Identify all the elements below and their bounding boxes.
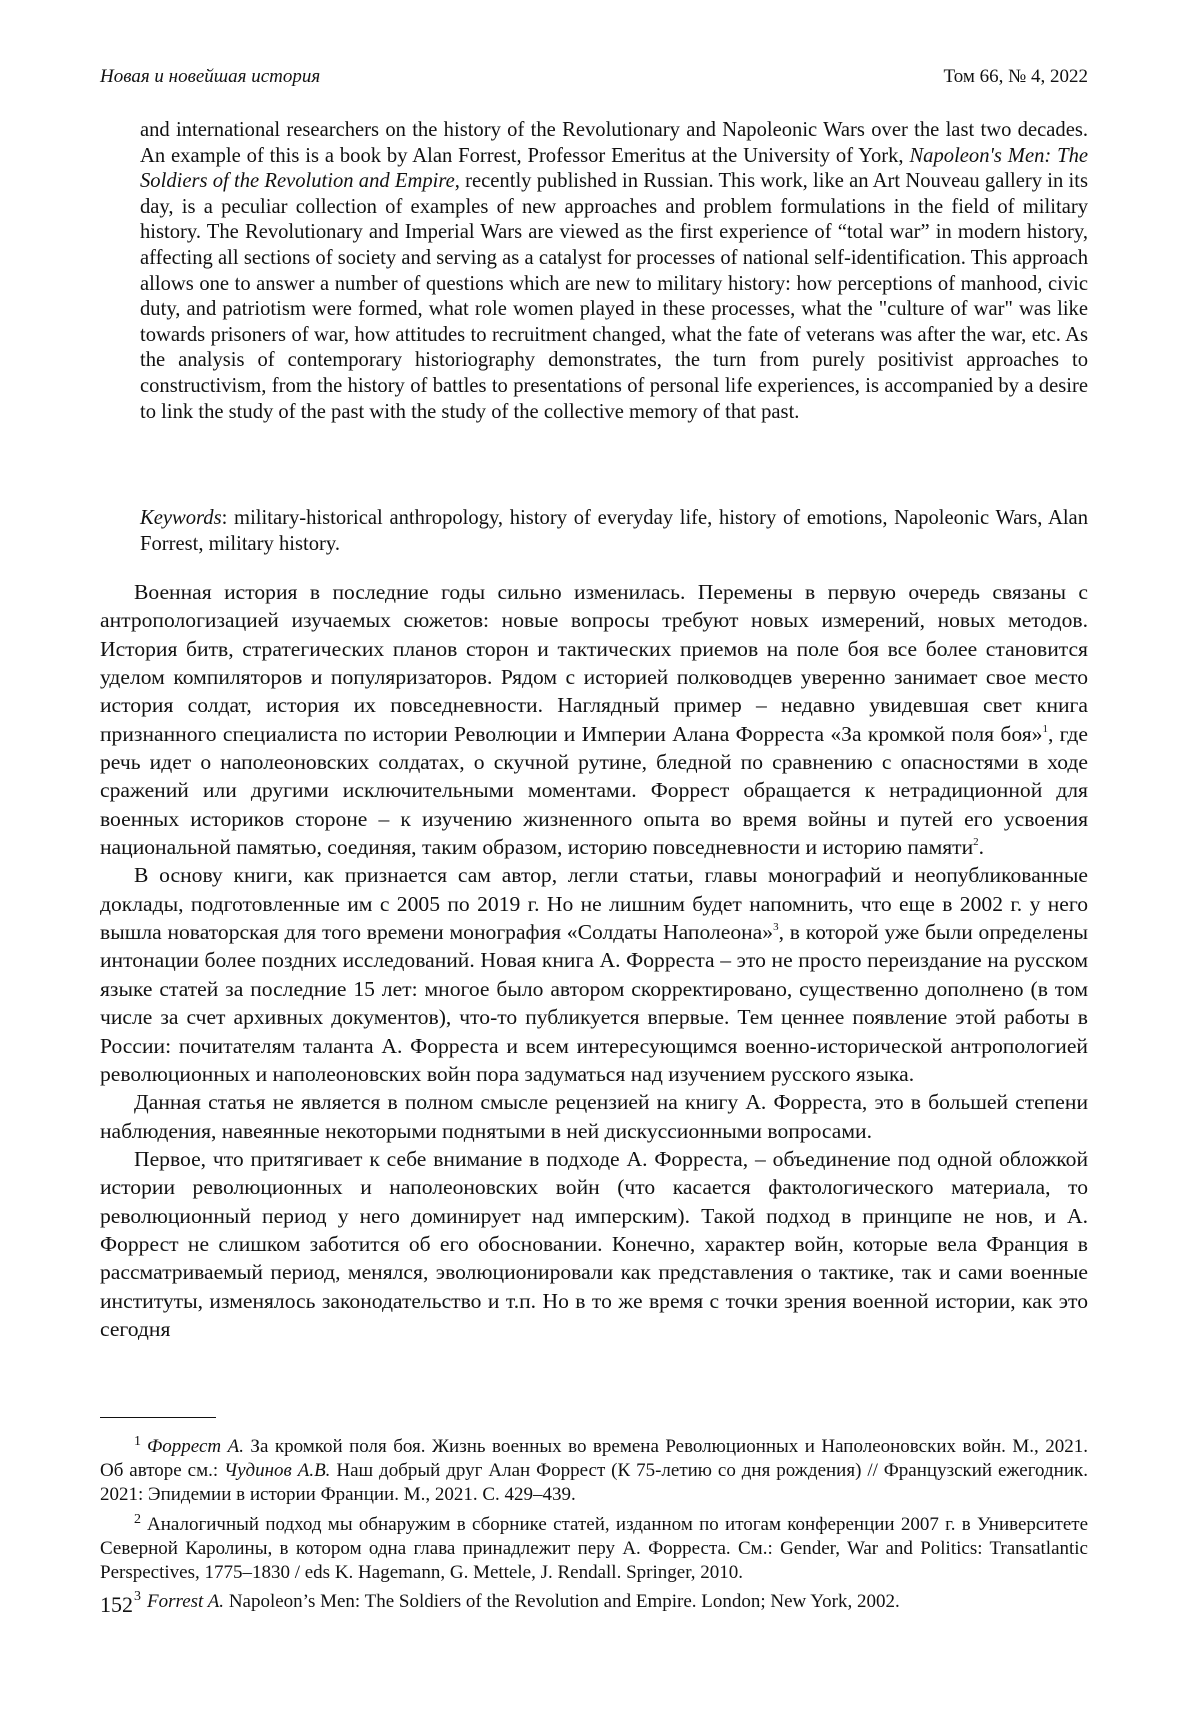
page-number: 152 <box>100 1592 133 1617</box>
footnote-number: 3 <box>134 1589 141 1605</box>
journal-title: Новая и новейшая история <box>100 66 321 87</box>
footnote-text: За кромкой поля боя. Жизнь военных во времена Революционных и Наполеоновских войн. М., 2021. Об авторе см.: <box>100 1436 1088 1482</box>
abstract-book-title: Napoleon's Men: The Soldiers of the Revolution and Empire <box>140 144 1089 193</box>
article-body <box>100 578 1088 1343</box>
footnote-text: Napoleon’s Men: The Soldiers of the Revolution and Empire. London; New York, 2002. <box>224 1591 900 1613</box>
footnote-divider <box>100 1417 216 1418</box>
body-paragraph-3: Данная статья не является в полном смысле рецензией на книгу А. Форреста, это в большей степени наблюдения, навеянные некоторыми поднятыми в ней дискуссионными вопросами. <box>100 1090 1088 1143</box>
p1-text-a: Военная история в последние годы сильно изменилась. Перемены в первую очередь связаны с антропологизацией изучаемых сюжетов: новые вопросы требуют новых измерений, новых методов. История битв, стратегических планов сторон и тактических приемов на поле боя все более становится уделом компиляторов и популяризаторов. Рядом с историей полководцев уверенно занимает свое место история солдат, история их повседневности. Наглядный пример – недавно увидевшая свет книга признанного специалиста по истории Революции и Империи Алана Форреста «За кромкой поля боя» <box>100 580 1088 746</box>
keywords-label: Keywords <box>140 507 222 529</box>
footnote-2 <box>100 1508 1088 1586</box>
body-paragraph-1 <box>100 578 1088 861</box>
footnote-author: Форрест А. <box>147 1436 244 1457</box>
footnote-ref-2[interactable]: 2 <box>973 836 979 849</box>
abstract-text <box>140 118 1088 425</box>
p1-text-c: . <box>978 835 985 860</box>
footnote-author: Чудинов А.В. <box>224 1460 331 1482</box>
keywords-text: : military-historical anthropology, history of everyday life, history of emotions, Napoleonic Wars, Alan Forrest, military history. <box>140 507 1088 555</box>
footnote-1 <box>100 1430 1088 1508</box>
footnote-ref-1[interactable]: 1 <box>1042 722 1048 735</box>
running-header <box>100 66 1088 96</box>
body-paragraph-2 <box>100 861 1088 1088</box>
issue-info: Том 66, № 4, 2022 <box>943 66 1088 87</box>
p1-text-b: , где речь идет о наполеоновских солдатах, о скучной рутине, бледной по сравнению с опасностями в ходе сражений или другими исключительными моментами. Форрест обращается к нетрадиционной для военных историков стороне – к изучению жизненного опыта во время войны и путей его усвоения национальной памятью, соединяя, таким образом, историю повседневности и историю памяти <box>100 721 1088 860</box>
p2-text-a: В основу книги, как признается сам автор, легли статьи, главы монографий и неопубликованные доклады, подготовленные им с 2005 по 2019 г. Но не лишним будет напомнить, что еще в 2002 г. у него вышла новаторская для того времени монография «Солдаты Наполеона» <box>100 863 1088 945</box>
footnote-text: Наш добрый друг Алан Форрест (К 75-летию со дня рождения) // Французский ежегодник. 2021: Эпидемии в истории Франции. М., 2021. С. 429–439. <box>100 1460 1088 1506</box>
p2-text-b: , в которой уже были определены интонации более поздних исследований. Новая книга А. Форреста – это не просто переиздание на русском языке статей за последние 15 лет: многое было автором скорректировано, существенно дополнено (в том числе за счет архивных документов), что-то публикуется впервые. Тем ценнее появление этой работы в России: почитателям таланта А. Форреста и всем интересующимся военно-исторической антропологией революционных и наполеоновских войн пора задуматься над изучением русского языка. <box>100 920 1088 1086</box>
body-paragraph-4: Первое, что притягивает к себе внимание в подходе А. Форреста, – объединение под одной обложкой истории революционных и наполеоновских войн (что касается фактологического материала, то революционный период у него доминирует над имперским). Такой подход в принципе не нов, и А. Форрест не слишком заботится об его обосновании. Конечно, характер войн, которые вела Франция в рассматриваемый период, менялся, эволюционировали как представления о тактике, так и сами военные институты, изменялось законодательство и т.п. Но в то же время с точки зрения военной истории, как это сегодня <box>100 1146 1088 1341</box>
keywords <box>140 506 1088 557</box>
footnote-number: 2 <box>134 1511 141 1527</box>
footnotes <box>100 1430 1088 1614</box>
footnote-text: Аналогичный подход мы обнаружим в сборнике статей, изданном по итогам конференции 2007 г. в Университете Северной Каролины, в котором одна глава принадлежит перу А. Форреста. См.: Gender, War and Politics: Transatlantic Perspectives, 1775–1830 / eds K. Hagemann, G. Mettele, J. Rendall. Springer, 2010. <box>100 1513 1088 1584</box>
footnote-ref-3[interactable]: 3 <box>773 921 779 934</box>
footnote-3 <box>100 1585 1088 1614</box>
abstract-part-2: , recently published in Russian. This work, like an Art Nouveau gallery in its day, is a peculiar collection of examples of new approaches and problem formulations in the field of military history. The Revolutionary and Imperial Wars are viewed as the first experience of “total war” in modern history, affecting all sections of society and serving as a catalyst for processes of national self-identification. This approach allows one to answer a number of questions which are new to military history: how perceptions of manhood, civic duty, and patriotism were formed, what role women played in these processes, what the "culture of war" was like towards prisoners of war, how attitudes to recruitment changed, what the fate of veterans was after the war, etc. As the analysis of contemporary historiography demonstrates, the turn from purely positivist approaches to constructivism, from the history of battles to presentations of personal life experiences, is accompanied by a desire to link the study of the past with the study of the collective memory of that past. <box>140 170 1088 423</box>
footnote-number: 1 <box>134 1434 141 1449</box>
footnote-author: Forrest A. <box>147 1591 225 1613</box>
abstract-part-1: and international researchers on the history of the Revolutionary and Napoleonic Wars over the last two decades. An example of this is a book by Alan Forrest, Professor Emeritus at the University of York, <box>140 119 1088 167</box>
